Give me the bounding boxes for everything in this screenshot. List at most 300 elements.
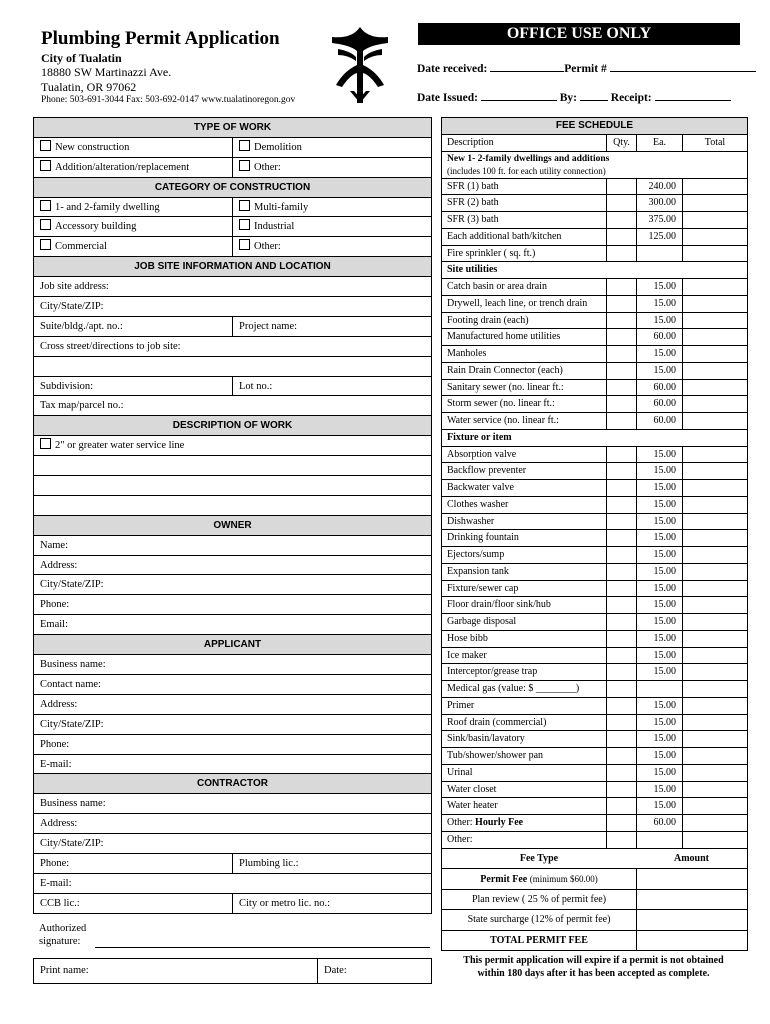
option-label: Other:	[254, 161, 281, 173]
fee-description: Urinal	[447, 766, 473, 778]
fee-description: Interceptor/grease trap	[447, 666, 538, 678]
fee-row	[442, 279, 747, 296]
checkbox-icon[interactable]	[239, 219, 250, 230]
fee-row	[442, 798, 747, 815]
ea-value: 15.00	[636, 480, 682, 496]
fee-description: Footing drain (each)	[447, 314, 529, 326]
checkbox-icon[interactable]	[239, 160, 250, 171]
total-field[interactable]	[682, 329, 747, 345]
fee-description: Catch basin or area drain	[447, 281, 547, 292]
form-row	[34, 377, 431, 397]
signature-label	[39, 922, 86, 948]
fee-column-headers	[442, 135, 747, 152]
metro-lic-field[interactable]: City or metro lic. no.:	[232, 894, 431, 913]
form-row	[34, 158, 431, 178]
lot-no-field[interactable]: Lot no.:	[232, 377, 431, 396]
field-label: Phone:	[40, 738, 70, 750]
section-contractor: CONTRACTOR	[34, 774, 431, 794]
ea-value: 15.00	[636, 530, 682, 546]
checkbox-icon[interactable]	[239, 140, 250, 151]
total-field[interactable]	[682, 530, 747, 546]
qty-field[interactable]	[606, 597, 636, 613]
new-construction-option[interactable]	[34, 138, 232, 157]
date-received-field[interactable]	[490, 61, 564, 72]
qty-field[interactable]	[606, 329, 636, 345]
ea-value: 375.00	[636, 212, 682, 228]
qty-field[interactable]	[606, 715, 636, 731]
ea-value: 15.00	[636, 296, 682, 312]
fee-type-header	[442, 849, 747, 870]
form-row	[34, 854, 431, 874]
total-field[interactable]	[682, 731, 747, 747]
form-row	[34, 317, 431, 337]
qty-field[interactable]	[606, 614, 636, 630]
field-label: City/State/ZIP:	[40, 301, 104, 313]
total-field[interactable]	[682, 447, 747, 463]
qty-field[interactable]	[606, 832, 636, 848]
date-field[interactable]: Date:	[317, 959, 431, 983]
total-field[interactable]	[682, 363, 747, 379]
qty-field[interactable]	[606, 815, 636, 831]
fixture-header	[442, 430, 747, 447]
qty-field[interactable]	[606, 514, 636, 530]
total-field[interactable]	[682, 815, 747, 831]
ea-value: 60.00	[636, 396, 682, 412]
by-field[interactable]	[580, 90, 608, 101]
print-name-field[interactable]: Print name:	[40, 965, 89, 976]
qty-field[interactable]	[606, 698, 636, 714]
qty-field[interactable]	[606, 564, 636, 580]
field-label: City/State/ZIP:	[40, 838, 104, 850]
option-label: Accessory building	[55, 221, 137, 233]
industrial-option[interactable]	[232, 217, 431, 236]
qty-field[interactable]	[606, 765, 636, 781]
applicant-contact-field[interactable]	[34, 675, 431, 695]
contractor-phone-field[interactable]: Phone:	[40, 857, 70, 869]
fee-schedule-title: FEE SCHEDULE	[442, 118, 747, 135]
cross-street-continued[interactable]	[34, 357, 431, 377]
total-fee-label: TOTAL PERMIT FEE	[490, 934, 588, 946]
ea-value: 15.00	[636, 715, 682, 731]
permit-fee-title: Permit Fee	[480, 874, 528, 885]
fee-description: Backflow preventer	[447, 465, 527, 477]
date-issued-label: Date Issued:	[417, 92, 479, 104]
fee-row	[442, 413, 747, 430]
total-field[interactable]	[682, 229, 747, 245]
ea-value: 15.00	[636, 698, 682, 714]
fee-row	[442, 313, 747, 330]
fee-description: Ice maker	[447, 649, 487, 661]
signature-field[interactable]	[95, 947, 430, 948]
total-field[interactable]	[682, 279, 747, 295]
field-label: Email:	[40, 619, 68, 631]
hourly-fee-label: Hourly Fee	[475, 817, 524, 828]
fee-description: Manufactured home utilities	[447, 331, 561, 343]
fee-row	[442, 731, 747, 748]
fee-row	[442, 547, 747, 564]
applicant-address-field[interactable]	[34, 695, 431, 715]
field-label: Business name:	[40, 659, 106, 671]
applicant-phone-field[interactable]	[34, 735, 431, 755]
total-field[interactable]	[682, 396, 747, 412]
new-dwellings-title: New 1- 2-family dwellings and additions	[447, 153, 610, 164]
state-surcharge-amount[interactable]	[636, 910, 747, 930]
applicant-city-field[interactable]	[34, 715, 431, 735]
permit-fee-row	[442, 869, 747, 890]
signature-label-line1: Authorized	[39, 923, 87, 934]
total-field[interactable]	[682, 246, 747, 262]
total-field[interactable]	[682, 681, 747, 697]
total-field[interactable]	[682, 798, 747, 814]
ccb-lic-field[interactable]: CCB lic.:	[40, 897, 80, 909]
project-name-field[interactable]: Project name:	[232, 317, 431, 336]
other-label: Other:	[447, 833, 473, 845]
fee-description: Absorption valve	[447, 448, 517, 460]
field-label: E-mail:	[40, 758, 72, 770]
permit-fee-label	[442, 869, 636, 889]
qty-field[interactable]	[606, 346, 636, 362]
qty-field[interactable]	[606, 681, 636, 697]
tax-map-field[interactable]	[34, 396, 431, 416]
qty-field[interactable]	[606, 447, 636, 463]
field-label: City/State/ZIP:	[40, 718, 104, 730]
fee-row	[442, 480, 747, 497]
fee-row	[442, 514, 747, 531]
ea-value: 60.00	[636, 329, 682, 345]
expiry-note-line1: This permit application will expire if a permit is not obtained	[463, 955, 724, 966]
section-description: DESCRIPTION OF WORK	[34, 416, 431, 436]
checkbox-icon[interactable]	[40, 219, 51, 230]
total-field[interactable]	[682, 346, 747, 362]
qty-field[interactable]	[606, 363, 636, 379]
qty-field[interactable]	[606, 480, 636, 496]
checkbox-icon[interactable]	[40, 140, 51, 151]
total-field[interactable]	[682, 564, 747, 580]
city-address-line2: Tualatin, OR 97062	[41, 80, 137, 94]
qty-field[interactable]	[606, 396, 636, 412]
qty-field[interactable]	[606, 530, 636, 546]
fee-row	[442, 581, 747, 598]
fee-row	[442, 363, 747, 380]
fee-row	[442, 497, 747, 514]
qty-field[interactable]	[606, 229, 636, 245]
fee-description: Water service (no. linear ft.:	[447, 415, 559, 426]
qty-field[interactable]	[606, 296, 636, 312]
fixture-label: Fixture or item	[447, 431, 512, 443]
qty-field[interactable]	[606, 463, 636, 479]
fee-row	[442, 681, 747, 698]
qty-field[interactable]	[606, 581, 636, 597]
office-line-2	[417, 90, 731, 104]
section-type-of-work: TYPE OF WORK	[34, 118, 431, 138]
qty-field[interactable]	[606, 246, 636, 262]
fee-row	[442, 765, 747, 782]
contractor-business-field[interactable]	[34, 794, 431, 814]
qty-field[interactable]	[606, 380, 636, 396]
fee-description: Hose bibb	[447, 632, 488, 644]
cross-street-field[interactable]	[34, 337, 431, 357]
suite-field[interactable]: Suite/bldg./apt. no.:	[40, 320, 123, 332]
fee-description: Drinking fountain	[447, 532, 519, 544]
fee-schedule	[441, 117, 748, 951]
office-use-banner: OFFICE USE ONLY	[418, 23, 740, 45]
qty-field[interactable]	[606, 782, 636, 798]
fee-description: Expansion tank	[447, 565, 509, 577]
applicant-email-field[interactable]	[34, 755, 431, 775]
total-field[interactable]	[682, 380, 747, 396]
multi-family-option[interactable]	[232, 198, 431, 217]
description-line[interactable]	[34, 476, 431, 496]
total-field[interactable]	[682, 212, 747, 228]
col-total: Total	[682, 135, 747, 151]
col-ea: Ea.	[636, 135, 682, 151]
water-service-line-option[interactable]	[34, 436, 431, 456]
option-label: New construction	[55, 141, 130, 153]
addition-option[interactable]	[34, 158, 232, 177]
hourly-label	[442, 815, 606, 831]
ea-value: 15.00	[636, 748, 682, 764]
fee-row	[442, 530, 747, 547]
fee-description: Backwater valve	[447, 482, 514, 493]
city-logo-icon	[332, 25, 388, 105]
field-label: Tax map/parcel no.:	[40, 400, 124, 412]
fee-type-label: Fee Type	[519, 852, 559, 864]
field-label: Job site address:	[40, 281, 109, 293]
ea-value: 15.00	[636, 782, 682, 798]
checkbox-icon[interactable]	[239, 239, 250, 250]
checkbox-icon[interactable]	[40, 239, 51, 250]
checkbox-icon[interactable]	[239, 200, 250, 211]
permit-fee-amount[interactable]	[636, 869, 747, 889]
expiry-note-line2: within 180 days after it has been accepted as complete.	[477, 967, 710, 979]
total-field[interactable]	[682, 313, 747, 329]
demolition-option[interactable]	[232, 138, 431, 157]
fee-description: Water heater	[447, 800, 498, 812]
ea-value: 15.00	[636, 279, 682, 295]
qty-field[interactable]	[606, 279, 636, 295]
field-label: E-mail:	[40, 877, 72, 889]
qty-field[interactable]	[606, 497, 636, 513]
total-field[interactable]	[682, 832, 747, 848]
other-label: Other:	[447, 817, 476, 828]
ea-value: 15.00	[636, 463, 682, 479]
fee-row	[442, 246, 747, 263]
total-field[interactable]	[682, 664, 747, 680]
ea-value: 15.00	[636, 547, 682, 563]
fee-description: Drywell, leach line, or trench drain	[447, 297, 588, 309]
fee-row	[442, 664, 747, 681]
field-label: Contact name:	[40, 678, 101, 690]
qty-field[interactable]	[606, 798, 636, 814]
city-name: City of Tualatin	[41, 51, 122, 65]
commercial-option[interactable]	[34, 237, 232, 256]
ea-value	[636, 681, 682, 697]
total-field[interactable]	[682, 614, 747, 630]
option-label: Multi-family	[254, 201, 309, 213]
ea-value: 15.00	[636, 597, 682, 613]
fee-description: Manholes	[447, 348, 487, 359]
total-field[interactable]	[682, 648, 747, 664]
total-fee-amount[interactable]	[636, 931, 747, 951]
total-field[interactable]	[682, 413, 747, 429]
total-field[interactable]	[682, 179, 747, 195]
qty-field[interactable]	[606, 748, 636, 764]
by-label: By:	[559, 92, 578, 104]
other-work-option[interactable]	[232, 158, 431, 177]
fee-description: Sink/basin/lavatory	[447, 733, 525, 745]
description-line[interactable]	[34, 496, 431, 516]
total-field[interactable]	[682, 547, 747, 563]
fee-row	[442, 447, 747, 464]
owner-name-field[interactable]	[34, 536, 431, 556]
fee-row	[442, 296, 747, 313]
col-description: Description	[447, 136, 494, 148]
qty-field[interactable]	[606, 648, 636, 664]
total-field[interactable]	[682, 631, 747, 647]
plan-review-amount[interactable]	[636, 890, 747, 910]
option-label: Industrial	[254, 221, 295, 233]
one-two-family-option[interactable]	[34, 198, 232, 217]
checkbox-icon[interactable]	[40, 438, 51, 449]
contractor-email-field[interactable]	[34, 874, 431, 894]
option-label: 2" or greater water service line	[55, 440, 185, 452]
field-label: Name:	[40, 539, 68, 551]
ea-value: 15.00	[636, 363, 682, 379]
col-qty: Qty.	[606, 135, 636, 151]
plumbing-lic-field[interactable]: Plumbing lic.:	[232, 854, 431, 873]
total-field[interactable]	[682, 698, 747, 714]
total-field[interactable]	[682, 480, 747, 496]
qty-field[interactable]	[606, 212, 636, 228]
other-category-option[interactable]	[232, 237, 431, 256]
qty-field[interactable]	[606, 731, 636, 747]
fee-description: Water closet	[447, 783, 497, 795]
ea-value	[636, 246, 682, 262]
fee-description: Each additional bath/kitchen	[447, 230, 562, 242]
fee-row	[442, 212, 747, 229]
fee-row	[442, 346, 747, 363]
permit-label: Permit #	[564, 63, 607, 75]
application-form	[33, 117, 432, 914]
option-label: 1- and 2-family dwelling	[55, 201, 160, 213]
qty-field[interactable]	[606, 313, 636, 329]
ea-value: 240.00	[636, 179, 682, 195]
total-field[interactable]	[682, 296, 747, 312]
fee-row-other	[442, 832, 747, 849]
fee-row	[442, 648, 747, 665]
job-address-field[interactable]	[34, 277, 431, 297]
receipt-field[interactable]	[655, 90, 731, 101]
total-field[interactable]	[682, 497, 747, 513]
field-label: Address:	[40, 559, 78, 571]
total-field[interactable]	[682, 748, 747, 764]
total-field[interactable]	[682, 765, 747, 781]
fee-row	[442, 195, 747, 212]
checkbox-icon[interactable]	[40, 160, 51, 171]
fee-description: SFR (1) bath	[447, 180, 499, 192]
total-field[interactable]	[682, 463, 747, 479]
qty-field[interactable]	[606, 547, 636, 563]
ea-value: 300.00	[636, 195, 682, 211]
fee-description: Roof drain (commercial)	[447, 716, 547, 728]
office-line-1	[417, 61, 756, 75]
owner-email-field[interactable]	[34, 615, 431, 635]
checkbox-icon[interactable]	[40, 200, 51, 211]
owner-city-field[interactable]	[34, 575, 431, 595]
form-row	[34, 237, 431, 257]
site-utilities-header	[442, 262, 747, 279]
date-issued-field[interactable]	[481, 90, 557, 101]
qty-field[interactable]	[606, 413, 636, 429]
accessory-option[interactable]	[34, 217, 232, 236]
section-applicant: APPLICANT	[34, 635, 431, 655]
field-label: Address:	[40, 698, 78, 710]
new-dwellings-header	[442, 152, 747, 179]
fee-row	[442, 715, 747, 732]
ea-value: 60.00	[636, 815, 682, 831]
fee-group-site-utilities	[442, 279, 747, 430]
fee-row	[442, 179, 747, 196]
fee-row	[442, 329, 747, 346]
total-field[interactable]	[682, 581, 747, 597]
city-contact: Phone: 503-691-3044 Fax: 503-692-0147 www.tualatinoregon.gov	[41, 95, 296, 105]
total-fee-row	[442, 931, 747, 952]
total-field[interactable]	[682, 715, 747, 731]
fee-description: Floor drain/floor sink/hub	[447, 599, 551, 611]
description-line[interactable]	[34, 456, 431, 476]
total-field[interactable]	[682, 597, 747, 613]
owner-address-field[interactable]	[34, 556, 431, 576]
fee-row	[442, 631, 747, 648]
subdivision-field[interactable]: Subdivision:	[40, 380, 94, 392]
qty-field[interactable]	[606, 195, 636, 211]
fee-row	[442, 597, 747, 614]
fee-description: Fire sprinkler ( sq. ft.)	[447, 247, 536, 259]
applicant-business-field[interactable]	[34, 655, 431, 675]
qty-field[interactable]	[606, 664, 636, 680]
fee-group-fixtures	[442, 447, 747, 816]
total-field[interactable]	[682, 782, 747, 798]
permit-fee-note: (minimum $60.00)	[529, 874, 598, 884]
ea-value: 15.00	[636, 798, 682, 814]
fee-description: SFR (3) bath	[447, 214, 499, 225]
option-label: Demolition	[254, 141, 302, 153]
new-dwellings-label	[442, 152, 747, 178]
amount-label: Amount	[673, 852, 709, 864]
fee-description: Garbage disposal	[447, 616, 517, 627]
qty-field[interactable]	[606, 179, 636, 195]
option-label: Other:	[254, 241, 281, 253]
fee-description: Fixture/sewer cap	[447, 582, 519, 594]
ea-value: 15.00	[636, 346, 682, 362]
permit-number-field[interactable]	[610, 61, 756, 72]
fee-row	[442, 782, 747, 799]
ea-value: 15.00	[636, 581, 682, 597]
qty-field[interactable]	[606, 631, 636, 647]
contractor-city-field[interactable]	[34, 834, 431, 854]
fee-description: Rain Drain Connector (each)	[447, 364, 563, 376]
job-city-field[interactable]	[34, 297, 431, 317]
form-row	[34, 198, 431, 218]
ea-value: 15.00	[636, 664, 682, 680]
total-field[interactable]	[682, 514, 747, 530]
total-field[interactable]	[682, 195, 747, 211]
owner-phone-field[interactable]	[34, 595, 431, 615]
option-label: Commercial	[55, 241, 107, 253]
fee-row	[442, 564, 747, 581]
ea-value: 60.00	[636, 380, 682, 396]
contractor-address-field[interactable]	[34, 814, 431, 834]
